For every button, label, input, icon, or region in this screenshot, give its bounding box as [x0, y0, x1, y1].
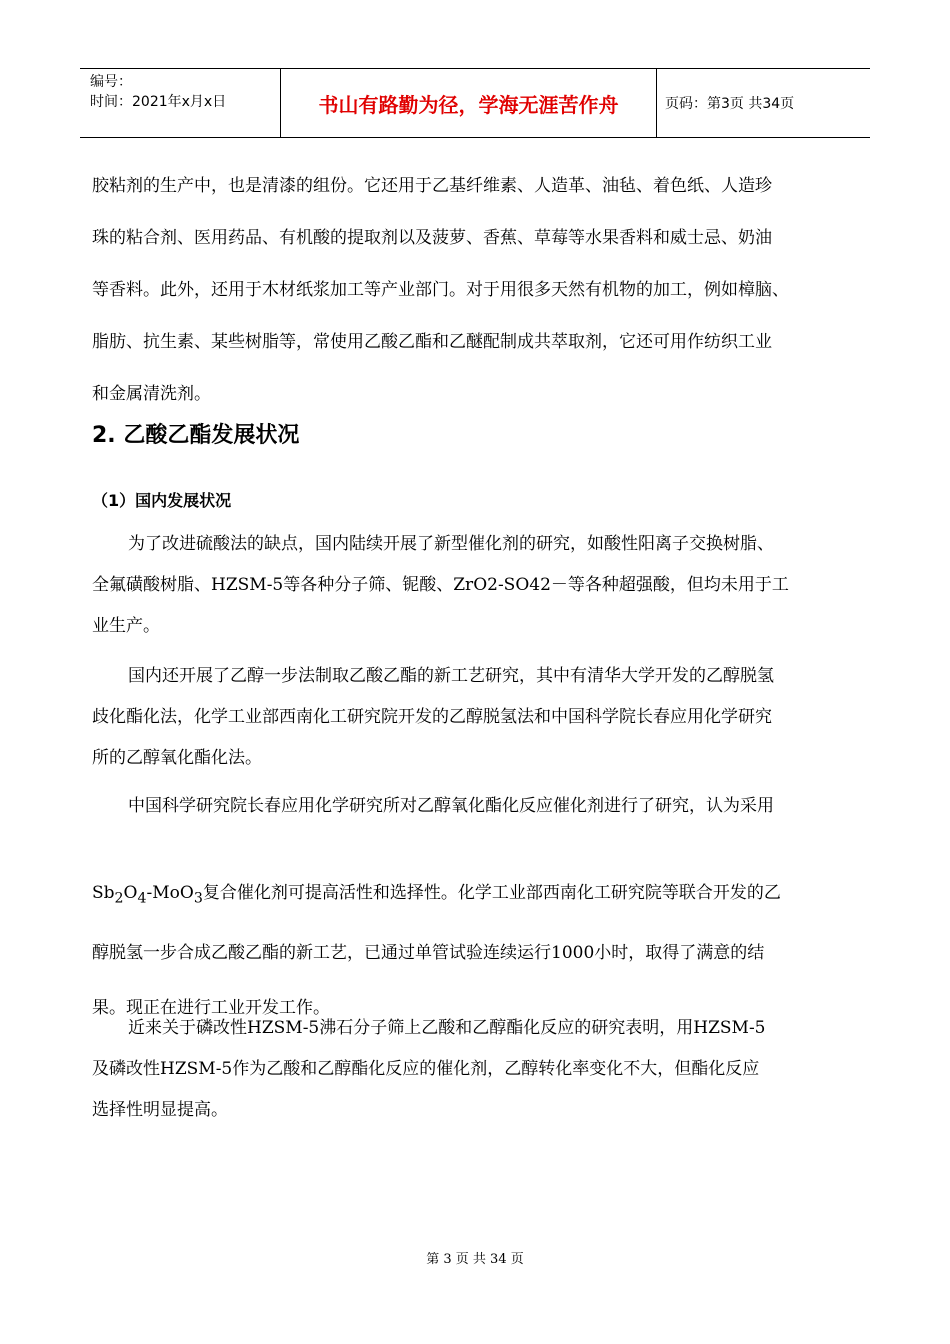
header-meta-cell — [80, 69, 281, 137]
formula-subscript: 4 — [137, 890, 147, 907]
text-line: 和金属清洗剂。 — [92, 384, 211, 404]
paragraph-uses — [92, 160, 872, 420]
formula-sb: Sb — [92, 883, 115, 903]
paragraph-catalyst-research — [92, 524, 862, 647]
text-line: 选择性明显提高。 — [92, 1100, 228, 1120]
document-time-label: 时间：2021年x月x日 — [90, 94, 227, 110]
text-line: 珠的粘合剂、医用药品、有机酸的提取剂以及菠萝、香蕉、草莓等水果香料和威士忌、奶油 — [92, 228, 772, 248]
text-line: 等香料。此外，还用于木材纸浆加工等产业部门。对于用很多天然有机物的加工，例如樟脑、 — [92, 280, 789, 300]
text-line: 国内还开展了乙醇一步法制取乙酸乙酯的新工艺研究，其中有清华大学开发的乙醇脱氢 — [128, 666, 774, 686]
text-line: 近来关于磷改性HZSM-5沸石分子筛上乙酸和乙醇酯化反应的研究表明，用HZSM-5 — [128, 1018, 766, 1038]
text-line: 果。现正在进行工业开发工作。 — [92, 998, 330, 1019]
paragraph-hzsm-study — [92, 1008, 862, 1131]
text-line: 全氟磺酸树脂、HZSM-5等各种分子筛、铌酸、ZrO2-SO42－等各种超强酸，但均未用于工 — [92, 575, 789, 595]
paragraph-cas-research — [92, 786, 862, 827]
text-line: 歧化酯化法，化学工业部西南化工研究院开发的乙醇脱氢法和中国科学院长春应用化学研究 — [92, 707, 772, 727]
document-number-label: 编号： — [90, 74, 132, 90]
formula-subscript: 3 — [193, 890, 203, 907]
page-footer: 第 3 页 共 34 页 — [426, 1252, 524, 1267]
text-line: 业生产。 — [92, 616, 160, 636]
formula-o: O — [123, 883, 138, 903]
text-line: 为了改进硫酸法的缺点，国内陆续开展了新型催化剂的研究，如酸性阳离子交换树脂、 — [128, 534, 774, 554]
text-line: 所的乙醇氧化酯化法。 — [92, 748, 262, 768]
text-line — [92, 866, 862, 926]
header-motto: 书山有路勤为径，学海无涯苦作舟 — [281, 69, 657, 137]
formula-subscript: 2 — [114, 890, 124, 907]
formula-moo: -MoO — [146, 883, 194, 903]
page-header — [80, 68, 870, 138]
text-line: 中国科学研究院长春应用化学研究所对乙醇氧化酯化反应催化剂进行了研究，认为采用 — [128, 796, 774, 816]
text-span: 复合催化剂可提高活性和选择性。化学工业部西南化工研究院等联合开发的乙 — [202, 883, 781, 903]
header-page-info: 页码：第3页 共34页 — [665, 96, 795, 112]
paragraph-ethanol-process — [92, 656, 862, 779]
text-line: 脂肪、抗生素、某些树脂等，常使用乙酸乙酯和乙醚配制成共萃取剂，它还可用作纺织工业 — [92, 332, 772, 352]
text-line: 醇脱氢一步合成乙酸乙酯的新工艺，已通过单管试验连续运行1000小时，取得了满意的结 — [92, 943, 765, 964]
text-line: 及磷改性HZSM-5作为乙酸和乙醇酯化反应的催化剂，乙醇转化率变化不大，但酯化反应 — [92, 1059, 760, 1079]
text-line: 胶粘剂的生产中，也是清漆的组份。它还用于乙基纤维素、人造革、油毡、着色纸、人造珍 — [92, 176, 772, 196]
section-heading: 2. 乙酸乙酯发展状况 — [92, 423, 300, 448]
subsection-heading: （1）国内发展状况 — [92, 491, 232, 510]
